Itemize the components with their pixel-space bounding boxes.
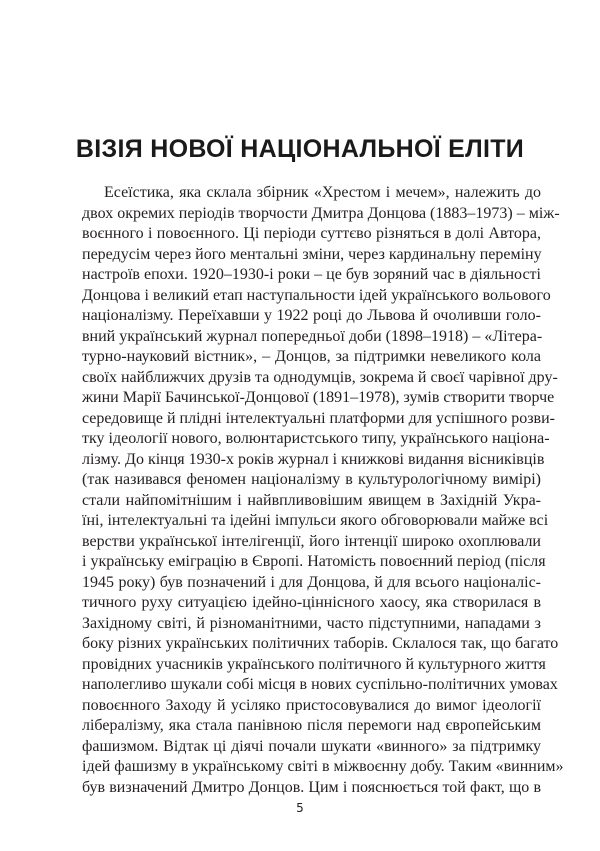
text-line: турно-науковий вістник», – Донцов, за підтримки невеликого кола — [82, 348, 541, 365]
text-line: тку ідеології нового, волюнтаристського типу, українського націона- — [82, 430, 550, 447]
text-line: Донцова і великий етап наступальности ідей українського вольового — [82, 286, 551, 304]
page-title: ВІЗІЯ НОВОЇ НАЦІОНАЛЬНОЇ ЕЛІТИ — [75, 134, 525, 163]
text-line: своїх найближчих друзів та однодумців, зокрема й своєї чарівної дру- — [82, 368, 558, 386]
text-line: наполегливо шукали собі місця в нових суспільно-політичних умовах — [82, 676, 558, 693]
page-number: 5 — [296, 801, 304, 815]
text-line: ідей фашизму в українському світі в міжвоєнну добу. Таким «винним» — [82, 758, 564, 775]
text-line: жини Марії Бачинської-Донцової (1891–1978), зумів створити творче — [82, 389, 555, 406]
text-line: тичного руху ситуацією ідейно-ціннісного хаосу, яка створилася в — [82, 594, 541, 611]
text-line: середовище й плідні інтелектуальні платформи для успішного розви- — [82, 409, 555, 427]
text-line: 1945 року) був позначений і для Донцова, й для всього націоналіс- — [82, 573, 541, 591]
text-line: боку різних українських політичних таборів. Склалося так, що багато — [82, 635, 559, 652]
text-line: Есеїстика, яка склала збірник «Хрестом і мечем», належить до — [104, 184, 541, 201]
text-line: їні, інтелектуальні та ідейні імпульси якого обговорювали майже всі — [82, 512, 549, 529]
text-line: стали найпомітнішим і найвпливовішим явищем в Західній Укра- — [82, 491, 541, 509]
text-line: (так називався феномен націоналізму в культурологічному вимірі) — [82, 471, 541, 488]
text-line: лібералізму, яка стала панівною після перемоги над європейським — [82, 717, 541, 734]
text-line: вний український журнал попередньої доби (1898–1918) – «Літера- — [82, 327, 543, 345]
text-line: був визначений Дмитро Донцов. Цим і пояснюється той факт, що в — [82, 778, 541, 796]
text-line: Західному світі, й різноманітними, часто підступними, нападами з — [82, 614, 541, 632]
text-line: настроїв епохи. 1920–1930-і роки – це був зоряний час в діяльності — [82, 266, 541, 283]
text-line: фашизмом. Відтак ці діячі почали шукати «винного» за підтримку — [82, 737, 541, 755]
text-line: лізму. До кінця 1930-х років журнал і книжкові видання вісниківців — [82, 450, 545, 468]
text-line: верстви української інтелігенції, його інтенції широко охоплювали — [82, 532, 541, 550]
body-text — [82, 183, 564, 798]
text-line: передусім через його ментальні зміни, через кардинальну переміну — [82, 245, 542, 263]
text-line: націоналізму. Переїхавши у 1922 році до Львова й очоливши голо- — [82, 307, 541, 324]
text-line: і українську еміграцію в Європі. Натомість повоєнний період (після — [82, 553, 546, 570]
text-line: двох окремих періодів творчости Дмитра Донцова (1883–1973) – між- — [82, 204, 560, 222]
text-line: повоєнного Заходу й усіляко пристосовувалися до вимог ідеології — [82, 696, 541, 714]
text-line: провідних учасників українського політичного й культурного життя — [82, 655, 546, 673]
text-line: воєнного і повоєнного. Ці періоди суттєво різняться в долі Автора, — [82, 225, 541, 242]
